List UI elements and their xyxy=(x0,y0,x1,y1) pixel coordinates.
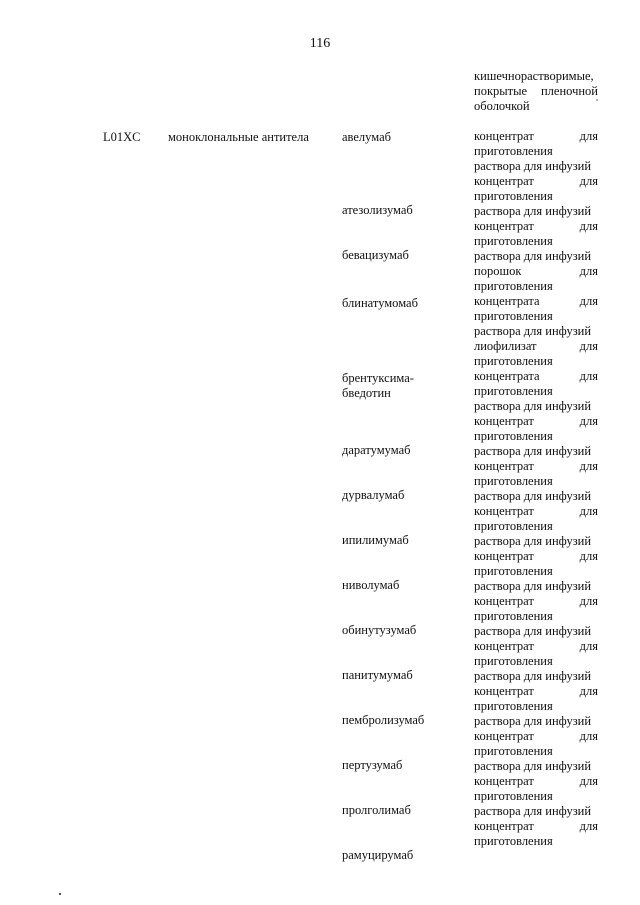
dosage-form-line xyxy=(474,369,598,384)
dosage-form-line xyxy=(474,264,598,279)
dosage-form-text: концентрата xyxy=(474,369,540,383)
drug-name-line: ипилимумаб xyxy=(342,532,409,547)
dosage-form-line: приготовления xyxy=(474,144,553,158)
dosage-form-text: для xyxy=(579,549,598,563)
drug-name xyxy=(342,443,411,458)
dosage-form-line xyxy=(474,459,598,474)
drug-name-line: пембролизумаб xyxy=(342,712,425,727)
dosage-form-line: приготовления xyxy=(474,699,553,713)
dosage-form-text: для xyxy=(579,684,598,698)
dosage-form-text: для xyxy=(579,219,598,233)
drug-name-line: дурвалумаб xyxy=(342,487,405,502)
dosage-form-line: раствора для инфузий xyxy=(474,324,592,338)
dosage-form xyxy=(474,129,598,174)
dosage-form xyxy=(474,684,598,729)
dosage-form-line: приготовления xyxy=(474,744,553,758)
dosage-form-line xyxy=(474,294,598,309)
drug-name xyxy=(342,668,413,683)
dosage-form-text: концентрата xyxy=(474,294,540,308)
dosage-form-line xyxy=(474,639,598,654)
dosage-form-line xyxy=(474,774,598,789)
dosage-form-line: приготовления xyxy=(474,789,553,803)
drug-name xyxy=(342,713,424,728)
dosage-form-text: концентрат xyxy=(474,414,534,428)
dosage-form-line: приготовления xyxy=(474,474,553,488)
dosage-form xyxy=(474,504,598,549)
dosage-form xyxy=(474,639,598,684)
dosage-form-line: приготовления xyxy=(474,234,553,248)
drug-name xyxy=(342,371,414,401)
dosage-form-line xyxy=(474,219,598,234)
dosage-form-text: концентрат xyxy=(474,174,534,188)
dosage-form-line xyxy=(474,504,598,519)
dosage-form-line xyxy=(474,594,598,609)
dosage-form-line: раствора для инфузий xyxy=(474,159,592,173)
dosage-form-text: лиофилизат xyxy=(474,339,537,353)
dosage-form-text: для xyxy=(579,729,598,743)
dosage-form-text: для xyxy=(579,459,598,473)
drug-name xyxy=(342,248,409,263)
drug-name-line: панитумумаб xyxy=(342,667,413,682)
dosage-form-text: для xyxy=(579,264,598,278)
dosage-form-text: концентрат xyxy=(474,729,534,743)
dosage-form-line: приготовления xyxy=(474,279,553,293)
dosage-form-text: для xyxy=(579,294,598,308)
pharmacological-group: моноклональные антитела xyxy=(168,130,309,144)
dosage-form-text: концентрат xyxy=(474,549,534,563)
dosage-form-line: приготовления xyxy=(474,654,553,668)
dosage-form-text: концентрат xyxy=(474,594,534,608)
dosage-form-text: концентрат xyxy=(474,639,534,653)
scan-artifact xyxy=(59,893,61,895)
dosage-form-line: приготовления xyxy=(474,384,553,398)
dosage-form-line: раствора для инфузий xyxy=(474,804,592,818)
dosage-form-text: для xyxy=(579,774,598,788)
dosage-form-text: концентрат xyxy=(474,819,534,833)
dosage-form-line: приготовления xyxy=(474,564,553,578)
dosage-form-line: раствора для инфузий xyxy=(474,204,592,218)
dosage-form xyxy=(474,729,598,774)
dosage-form xyxy=(474,414,598,459)
dosage-form-line: раствора для инфузий xyxy=(474,489,592,503)
dosage-form xyxy=(474,549,598,594)
dosage-form-line: приготовления xyxy=(474,429,553,443)
dosage-form-text: концентрат xyxy=(474,774,534,788)
drug-name-line: бевацизумаб xyxy=(342,247,409,262)
drug-name xyxy=(342,203,413,218)
dosage-form-line: оболочкой xyxy=(474,99,530,113)
dosage-form xyxy=(474,459,598,504)
dosage-form-text: пленочной xyxy=(540,84,598,98)
dosage-form-text: для xyxy=(579,339,598,353)
dosage-form-line: приготовления xyxy=(474,834,553,848)
dosage-form-line xyxy=(474,339,598,354)
drug-name xyxy=(342,578,399,593)
dosage-form xyxy=(474,819,598,849)
drug-name xyxy=(342,623,416,638)
drug-name-line: обинутузумаб xyxy=(342,622,417,637)
drug-name-line: даратумумаб xyxy=(342,442,411,457)
drug-name-line: пролголимаб xyxy=(342,802,411,817)
dosage-form xyxy=(474,219,598,264)
dosage-form-line xyxy=(474,819,598,834)
drug-name-line: пертузумаб xyxy=(342,757,403,772)
dosage-form-line: раствора для инфузий xyxy=(474,714,592,728)
dosage-form-line: раствора для инфузий xyxy=(474,759,592,773)
dosage-form-line xyxy=(474,684,598,699)
drug-name-line: ниволумаб xyxy=(342,577,400,592)
dosage-form-text: концентрат xyxy=(474,219,534,233)
drug-name xyxy=(342,130,391,145)
scan-artifact xyxy=(596,99,598,101)
dosage-form-line: раствора для инфузий xyxy=(474,534,592,548)
dosage-form-line: приготовления xyxy=(474,309,553,323)
drug-name-line: бведотин xyxy=(342,386,391,400)
dosage-form-line: раствора для инфузий xyxy=(474,444,592,458)
dosage-form-text: концентрат xyxy=(474,459,534,473)
dosage-form-text: покрытые xyxy=(474,84,528,98)
drug-name-line: атезолизумаб xyxy=(342,202,413,217)
drug-name xyxy=(342,296,418,311)
drug-name-line: авелумаб xyxy=(342,130,391,144)
dosage-form-line: раствора для инфузий xyxy=(474,579,592,593)
dosage-form-line: раствора для инфузий xyxy=(474,249,592,263)
dosage-form-text: для xyxy=(579,819,598,833)
drug-name-line: рамуцирумаб xyxy=(342,847,414,862)
dosage-form-line: приготовления xyxy=(474,354,553,368)
dosage-form xyxy=(474,174,598,219)
page-number: 116 xyxy=(309,36,331,51)
dosage-form-text: порошок xyxy=(474,264,522,278)
drug-name xyxy=(342,758,402,773)
dosage-form-text: для xyxy=(579,369,598,383)
dosage-form-text: концентрат xyxy=(474,684,534,698)
dosage-form-text: концентрат xyxy=(474,129,534,143)
dosage-form-line xyxy=(474,174,598,189)
previous-dosage-form xyxy=(474,69,598,114)
atc-code: L01XC xyxy=(103,130,141,144)
dosage-form-text: для xyxy=(579,129,598,143)
dosage-form xyxy=(474,264,598,339)
dosage-form-text: для xyxy=(579,414,598,428)
dosage-form xyxy=(474,339,598,414)
dosage-form-text: для xyxy=(579,639,598,653)
dosage-form-line: раствора для инфузий xyxy=(474,624,592,638)
dosage-form-line xyxy=(474,414,598,429)
dosage-form-line xyxy=(474,729,598,744)
drug-name-line: блинатумомаб xyxy=(342,296,418,310)
dosage-form-line: раствора для инфузий xyxy=(474,399,592,413)
dosage-form-line: приготовления xyxy=(474,189,553,203)
drug-name xyxy=(342,488,404,503)
dosage-form-line: раствора для инфузий xyxy=(474,669,592,683)
drug-name-line: брентуксима- xyxy=(342,371,414,385)
dosage-form-text: для xyxy=(579,594,598,608)
dosage-form-line xyxy=(474,549,598,564)
dosage-form-text: для xyxy=(579,504,598,518)
dosage-form-line xyxy=(474,84,598,99)
dosage-form-line: кишечнорастворимые, xyxy=(474,69,594,83)
dosage-form xyxy=(474,594,598,639)
dosage-form-line: приготовления xyxy=(474,519,553,533)
drug-name xyxy=(342,533,409,548)
drug-name xyxy=(342,848,413,863)
dosage-form-line xyxy=(474,129,598,144)
drug-name xyxy=(342,803,411,818)
dosage-form-text: концентрат xyxy=(474,504,534,518)
dosage-form xyxy=(474,774,598,819)
dosage-form-line: приготовления xyxy=(474,609,553,623)
dosage-form-text: для xyxy=(579,174,598,188)
